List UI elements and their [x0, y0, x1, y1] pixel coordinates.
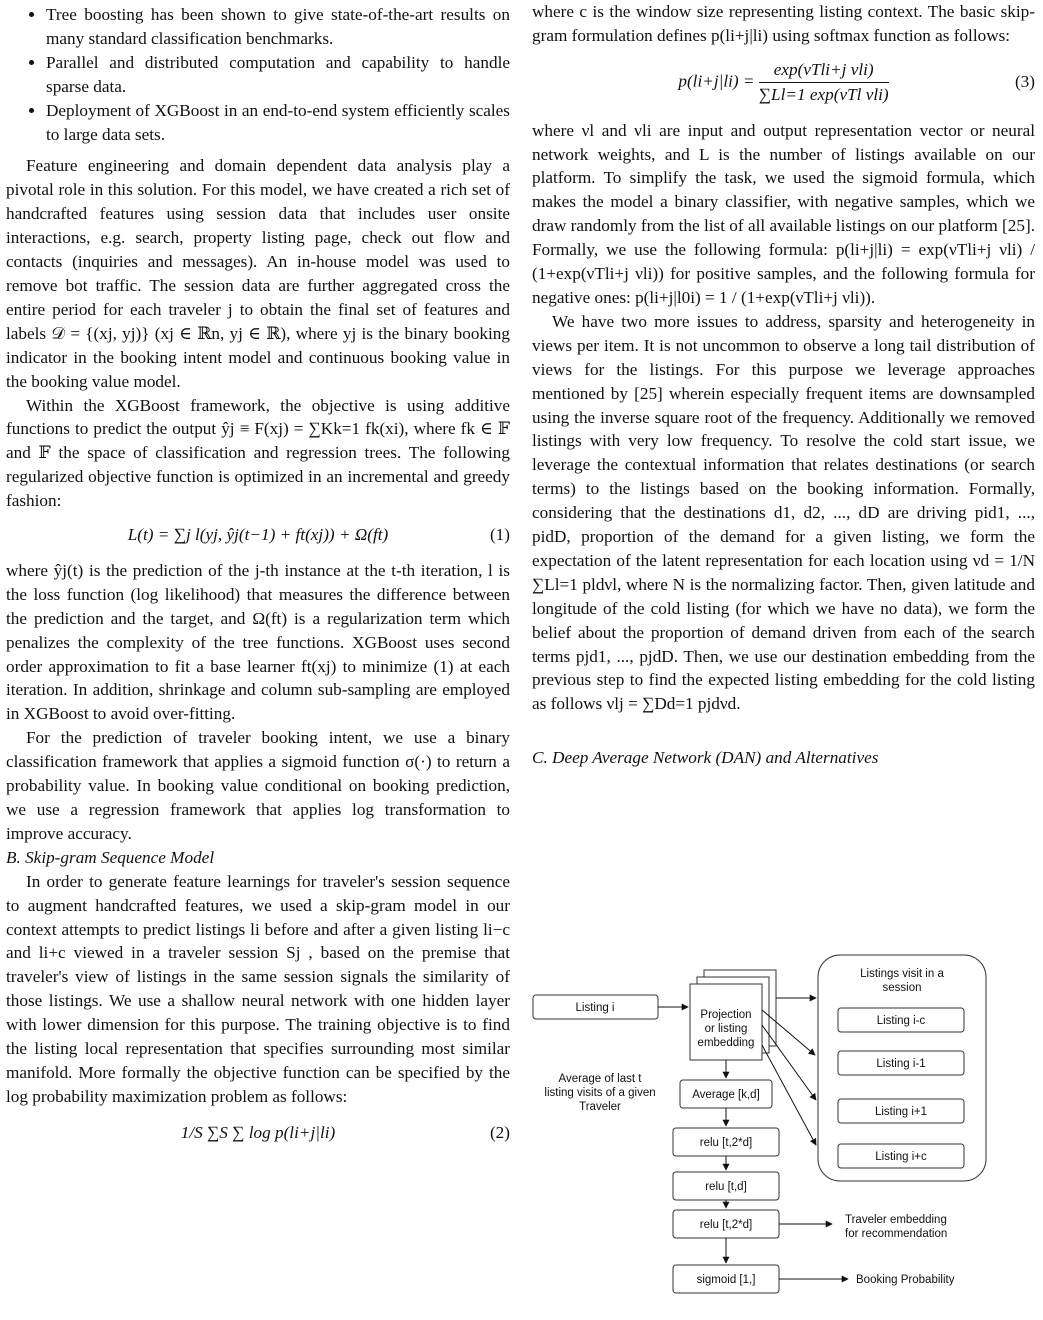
equation-3	[532, 58, 1035, 107]
average-label: Average [k,d]	[692, 1089, 760, 1101]
list-item: • Parallel and distributed computation and capability to handle sparse data.	[46, 51, 510, 99]
section-heading-c: C. Deep Average Network (DAN) and Alternatives	[532, 748, 879, 768]
listing-label: Listing i+1	[874, 1106, 928, 1118]
average-note: Average of last t	[558, 1073, 642, 1085]
traveler-embedding-label: for recommendation	[845, 1228, 948, 1240]
listing-label: Listing i-1	[876, 1058, 926, 1070]
average-note: listing visits of a given	[544, 1087, 656, 1099]
equation-number: (2)	[489, 1122, 510, 1142]
projection-label: or listing	[704, 1023, 748, 1035]
projection-label: embedding	[697, 1037, 755, 1049]
listing-i-label: Listing i	[575, 1002, 615, 1014]
paragraph: where c is the window size representing listing context. The basic skip-gram formulation defines p(li+j|li) using softmax function as follows:	[532, 2, 1035, 45]
paragraph: We have two more issues to address, sparsity and heterogeneity in views per item. It is not uncommon to observe a long tail distribution of views for the listings. For this purpose we leverage approaches mentioned by [25] wherein especially frequent items are downsampled using the inverse square root of the frequency. Additionally we removed listings with very low frequency. To resolve the cold start issue, we leverage the contextual information that relates destinations (or search terms) to the listings based on the booking information. Formally, considering that the destinations d1, d2, ..., dD are driving pid1, ..., pidD, proportion of the demand for a given listing, we form the expectation of the latent representation for each location using νd = 1/N ∑Ll=1 pldνl, where N is the normalizing factor. Then, given latitude and longitude of the cold listing (for which we have no data), we form the belief about the proportion of demand driven from each of the search terms pjd1, ..., pjdD. Then, we use our destination embedding from the previous step to find the expected listing embedding for the cold listing as follows νlj = ∑Dd=1 pjdνd.	[532, 311, 1035, 714]
paragraph: For the prediction of traveler booking intent, we use a binary classification framework that applies a sigmoid function σ(·) to return a probability value. In booking value conditional on booking prediction, we use a regression framework that applies log transformation to improve accuracy.	[6, 728, 510, 843]
equation-1	[6, 523, 510, 547]
equation-body: 1/S ∑S ∑ log p(li+j|li)	[180, 1122, 336, 1142]
equation-number: (1)	[489, 525, 510, 545]
left-column	[6, 0, 510, 1145]
sigmoid-label: sigmoid [1,]	[696, 1274, 756, 1286]
session-title: Listings visit in a	[860, 968, 944, 980]
relu-label-3: relu [t,2*d]	[699, 1219, 753, 1231]
equation-number: (3)	[1014, 72, 1035, 92]
right-column	[532, 0, 1035, 770]
relu-label-2: relu [t,d]	[705, 1181, 747, 1193]
listing-label: Listing i+c	[875, 1151, 927, 1163]
dan-architecture-diagram	[530, 950, 1035, 1310]
relu-label-1: relu [t,2*d]	[699, 1137, 753, 1149]
paragraph: where νl and νli are input and output representation vector or neural network weights, and L is the number of listings available on our platform. To simplify the task, we used the sigmoid formula, which makes the model a binary classifier, with negative samples, which we draw randomly from the list of all available listings on our platform [25]. Formally, we use the following formula: p(li+j|li) = exp(νTli+j νli) / (1+exp(νTli+j νli)) for positive samples, and the following formula for negative ones: p(li+j|l0i) = 1 / (1+exp(νTli+j νli)).	[532, 120, 1035, 307]
equation-lhs: p(li+j|li) =	[678, 71, 755, 91]
fraction-denominator: ∑Ll=1 exp(νTl νli)	[758, 84, 889, 104]
booking-probability-label: Booking Probability	[856, 1274, 955, 1286]
equation-2	[6, 1121, 510, 1145]
fraction-numerator: exp(νTli+j νli)	[759, 58, 889, 83]
section-heading-b: B. Skip-gram Sequence Model	[6, 847, 215, 867]
paragraph: where ŷj(t) is the prediction of the j-th instance at the t-th iteration, l is the loss function (log likelihood) that measures the difference between the prediction and the target, and Ω(ft) is a regularization term which penalizes the complexity of the tree functions. XGBoost uses second order approximation to fit a base learner ft(xj) to minimize (1) at each iteration. In addition, shrinkage and column sub-sampling are employed in XGBoost to avoid over-fitting.	[6, 560, 510, 724]
traveler-embedding-label: Traveler embedding	[845, 1214, 947, 1226]
list-item: • Deployment of XGBoost in an end-to-end system efficiently scales to large data sets.	[46, 99, 510, 147]
paragraph: Feature engineering and domain dependent data analysis play a pivotal role in this solution. For this model, we have created a rich set of handcrafted features using session data that includes user onsite interactions, e.g. search, property listing page, check out flow and contacts (inquiries and messages). An in-house model was used to remove bot traffic. The session data are further aggregated cross the entire period for each traveler j to obtain the final set of features and labels 𝒟 = {(xj, yj)} (xj ∈ ℝn, yj ∈ ℝ), where yj is the binary booking indicator in the booking intent model and continuous booking value in the booking value model.	[6, 156, 510, 391]
projection-label: Projection	[700, 1009, 752, 1021]
list-item: • Tree boosting has been shown to give state-of-the-art results on many standard classification benchmarks.	[46, 3, 510, 51]
advantages-list	[6, 3, 510, 146]
equation-fraction	[759, 58, 889, 107]
average-note: Traveler	[579, 1101, 621, 1113]
equation-body: L(t) = ∑j l(yj, ŷj(t−1) + ft(xj)) + Ω(ft)	[127, 525, 389, 545]
listing-label: Listing i-c	[876, 1015, 926, 1027]
session-title: session	[882, 982, 922, 994]
paragraph: Within the XGBoost framework, the objective is using additive functions to predict the output ŷj ≡ F(xj) = ∑Kk=1 fk(xi), where fk ∈ 𝔽 and 𝔽 the space of classification and regression trees. The following regularized objective function is optimized in an incremental and greedy fashion:	[6, 395, 510, 511]
paragraph: In order to generate feature learnings for traveler's session sequence to augment handcrafted features, we used a skip-gram model in our context attempts to predict listings li before and after a given listing li−c and li+c viewed in a traveler session Sj , based on the premise that traveler's view of listings in the same session signals the similarity of those listings. We use a shallow neural network with one hidden layer with lower dimension for this purpose. The training objective is to find the listing local representation that specifies surrounding most similar manifold. More formally the objective function can be specified by the log probability maximization problem as follows:	[6, 871, 510, 1106]
